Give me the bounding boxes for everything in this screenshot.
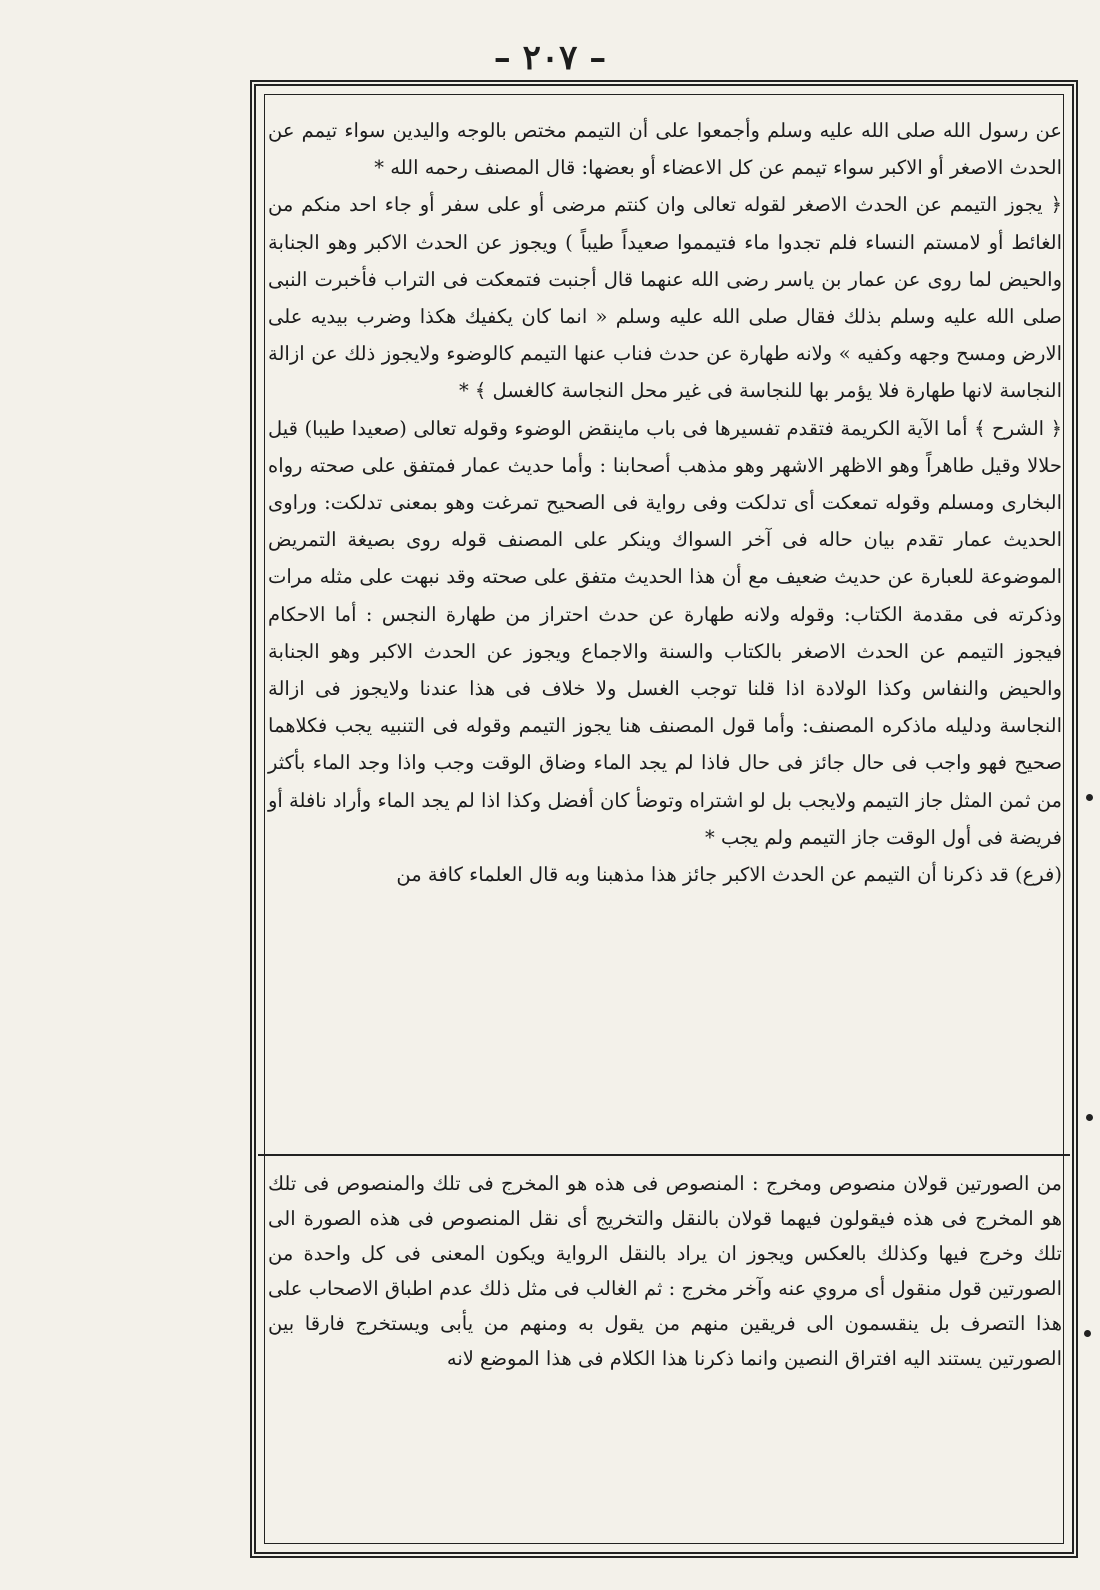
footnote-paragraph: من الصورتين قولان منصوص ومخرج : المنصوص فى هذه هو المخرج فى تلك والمنصوص فى تلك هو المخرج فى هذه فيقولون فيهما قولان بالنقل والتخريج أى نقل المنصوص فى هذه الصورة الى تلك وخرج فيها وكذلك بالعكس ويجوز ان يراد بالنقل الرواية ويكون المعنى فى كل واحدة من الصورتين قول منقول أى مروي عنه وآخر مخرج : ثم الغالب فى مثل ذلك عدم اطباق الاصحاب على هذا التصرف بل ينقسمون الى فريقين منهم من يقول به ومنهم من يأبى ويستخرج فارقا بين الصورتين يستند اليه افتراق النصين وانما ذكرنا هذا الكلام فى هذا الموضع لانه — [268, 1172, 1062, 1370]
paragraph-matn: ﴿ يجوز التيمم عن الحدث الاصغر لقوله تعالى وان كنتم مرضى أو على سفر أو جاء احد منكم من الغائط أو لامستم النساء فلم تجدوا ماء فتيمموا صعيداً طيباً ) ويجوز عن الحدث الاكبر وهو الجنابة والحيض لما روى عن عمار بن ياسر رضى الله عنهما قال أجنبت فتمعكت فى التراب فأخبرت النبى صلى الله عليه وسلم بذلك فقال صلى الله عليه وسلم « انما كان يكفيك هكذا وضرب بيديه على الارض ومسح وجهه وكفيه » ولانه طهارة عن حدث فناب عنها التيمم كالوضوء ولايجوز ذلك عن ازالة النجاسة لانها طهارة فلا يؤمر بها للنجاسة فى غير محل النجاسة كالغسل ﴾ * — [268, 193, 1062, 403]
footnote-separator — [258, 1154, 1070, 1156]
footnote-text — [268, 1166, 1062, 1376]
paragraph-opening: عن رسول الله صلى الله عليه وسلم وأجمعوا على أن التيمم مختص بالوجه واليدين سواء تيمم عن الحدث الاصغر أو الاكبر سواء تيمم عن كل الاعضاء أو بعضها: قال المصنف رحمه الله * — [268, 119, 1062, 180]
margin-mark — [1086, 794, 1093, 801]
main-text — [268, 112, 1062, 893]
paragraph-far: (فرع) قد ذكرنا أن التيمم عن الحدث الاكبر جائز هذا مذهبنا وبه قال العلماء كافة من — [396, 863, 1062, 887]
margin-mark — [1084, 1330, 1091, 1337]
paragraph-sharh: ﴿ الشرح ﴾ أما الآية الكريمة فتقدم تفسيرها فى باب ماينقض الوضوء وقوله تعالى (صعيدا طيبا) قيل حلالا وقيل طاهراً وهو الاظهر الاشهر وهو مذهب أصحابنا : وأما حديث عمار فمتفق على صحته رواه البخارى ومسلم وقوله تمعكت أى تدلكت وفى رواية فى الصحيح تمرغت وهو بمعنى تدلكت: وراوى الحديث عمار تقدم بيان حاله فى آخر السواك وينكر على المصنف قوله روى بصيغة التمريض الموضوعة للعبارة عن حديث ضعيف مع أن هذا الحديث متفق على صحته وقد نبهت على مثله مرات وذكرته فى مقدمة الكتاب: وقوله ولانه طهارة عن حدث احتراز من طهارة النجس : أما الاحكام فيجوز التيمم عن الحدث الاصغر بالكتاب والسنة والاجماع ويجوز عن الحدث الاكبر وهو الجنابة والحيض والنفاس وكذا الولادة اذا قلنا توجب الغسل ولا خلاف فى هذا عندنا ولايجوز فى ازالة النجاسة ودليله ماذكره المصنف: وأما قول المصنف هنا يجوز التيمم وقوله فى التنبيه يجب فكلاهما صحيح فهو واجب فى حال جائز فى حال فاذا لم يجد الماء وضاق الوقت وجب واذا وجد الماء بأكثر من ثمن المثل جاز التيمم ولايجب بل لو اشتراه وتوضأ كان أفضل وكذا اذا لم يجد الماء وأراد نافلة أو فريضة فى أول الوقت جاز التيمم ولم يجب * — [268, 416, 1062, 849]
margin-mark — [1086, 1114, 1093, 1121]
page-number: – ٢٠٧ – — [493, 38, 607, 78]
